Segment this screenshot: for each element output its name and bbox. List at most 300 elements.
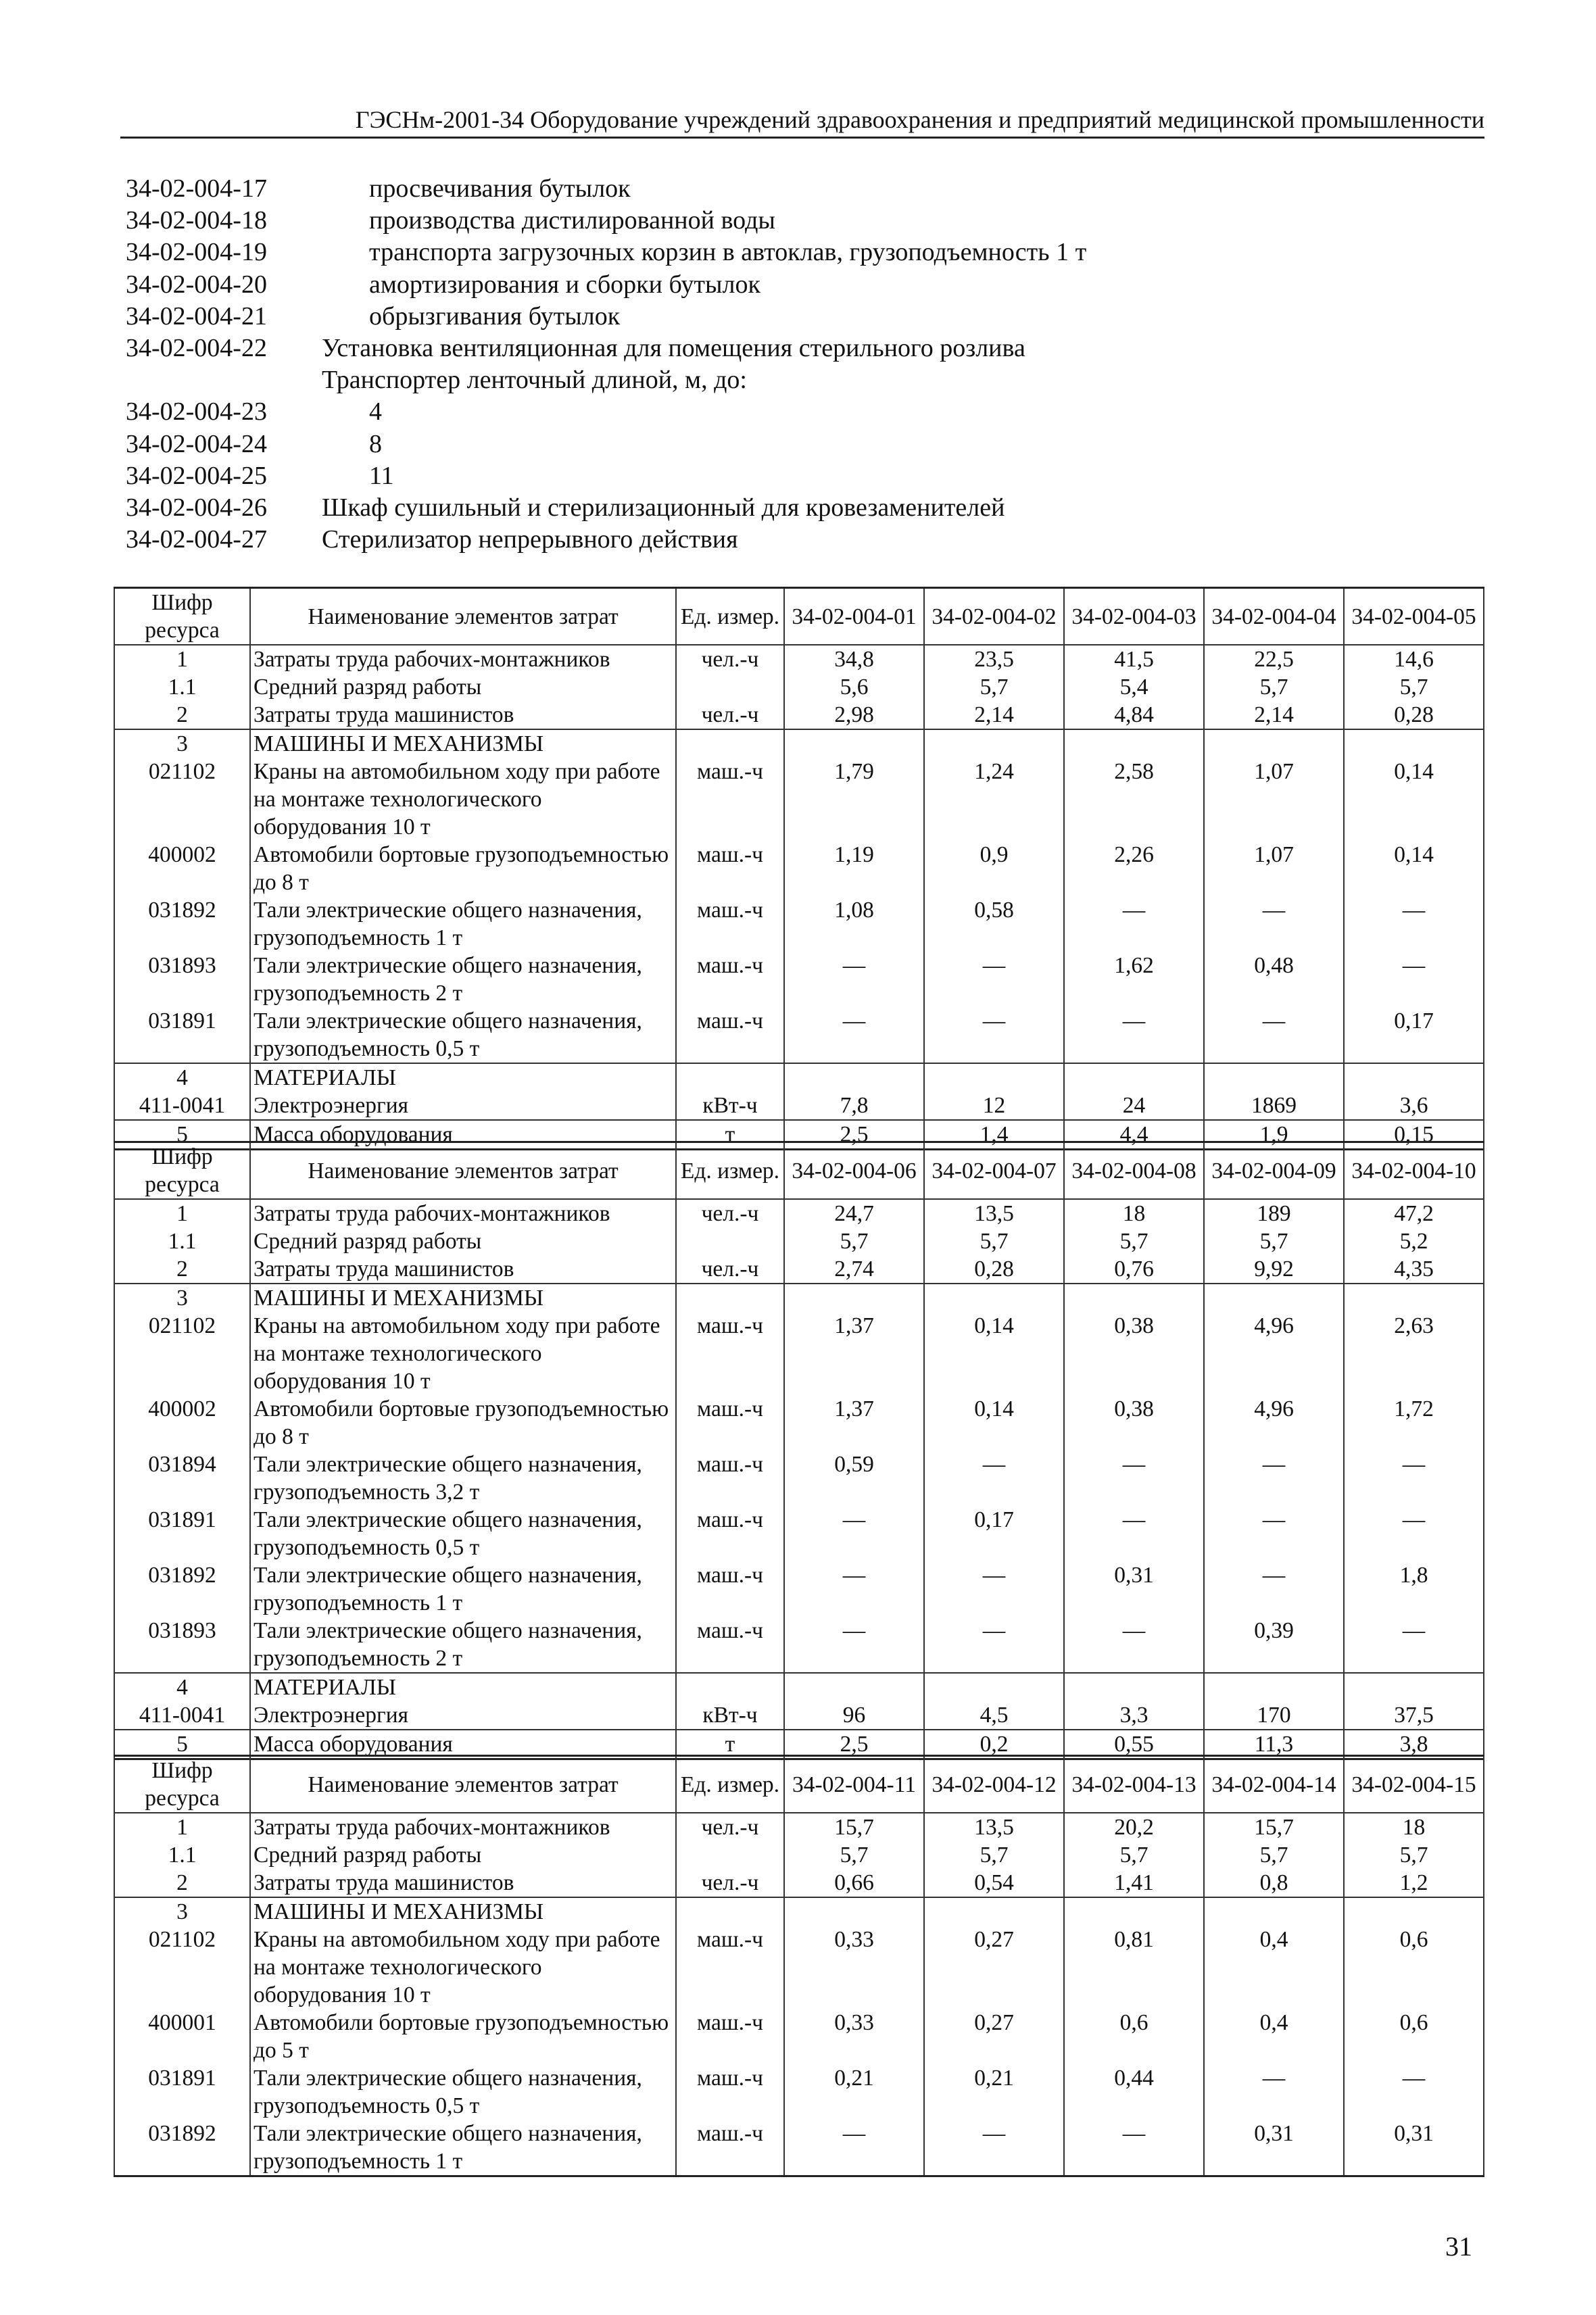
row-name: Тали электрические общего назначения, грузоподъемность 3,2 т [250,1451,676,1506]
row-value: 0,14 [1344,758,1484,841]
row-name: Масса оборудования [250,1730,676,1759]
table-row [114,645,1484,673]
table-row [114,1312,1484,1395]
row-value [1204,729,1344,758]
index-text: Установка вентиляционная для помещения стерильного розлива [322,333,1025,362]
row-value: 0,17 [924,1506,1064,1561]
row-name: Тали электрические общего назначения, грузоподъемность 0,5 т [250,2064,676,2120]
row-value: 1,9 [1204,1120,1344,1150]
table-row [114,1199,1484,1227]
row-value: 0,27 [924,2009,1064,2064]
row-unit: чел.-ч [676,1255,784,1284]
row-name: Электроэнергия [250,1701,676,1730]
table-row [114,2009,1484,2064]
row-value: — [924,1451,1064,1506]
row-value: — [1344,1451,1484,1506]
row-value: — [1344,896,1484,952]
row-value: 1,2 [1344,1869,1484,1897]
index-row [126,460,1478,492]
header-col: 34-02-004-09 [1204,1142,1344,1200]
row-value: 0,31 [1064,1561,1204,1617]
row-value: 0,14 [924,1312,1064,1395]
index-code: 34-02-004-25 [126,461,267,490]
row-code: 5 [114,1730,250,1759]
row-code: 031892 [114,2120,250,2176]
row-value: 13,5 [924,1813,1064,1841]
index-text: Транспортер ленточный длиной, м, до: [322,366,747,395]
row-code: 021102 [114,1926,250,2009]
table-row [114,1926,1484,2009]
row-value: 170 [1204,1701,1344,1730]
row-value: 0,39 [1204,1617,1344,1673]
index-row [126,524,1478,556]
row-name: Электроэнергия [250,1092,676,1120]
header-col: 34-02-004-06 [784,1142,924,1200]
row-value: — [784,1007,924,1063]
row-value [1064,1063,1204,1092]
row-unit: маш.-ч [676,2120,784,2176]
index-row [126,173,1478,205]
row-value: 5,4 [1064,673,1204,701]
row-value: 0,9 [924,841,1064,896]
row-value: 0,21 [784,2064,924,2120]
index-code: 34-02-004-24 [126,429,267,458]
row-name: Краны на автомобильном ходу при работе на монтаже технологического оборудования 10 т [250,758,676,841]
row-value [1344,1673,1484,1701]
row-value: — [1064,1007,1204,1063]
row-code: 1 [114,1813,250,1841]
row-value: 2,5 [784,1120,924,1150]
table-row [114,1869,1484,1897]
index-text: 8 [369,429,382,458]
table-row [114,1561,1484,1617]
row-value: 0,38 [1064,1312,1204,1395]
row-value: — [1204,1561,1344,1617]
row-code: 021102 [114,758,250,841]
row-code: 031891 [114,2064,250,2120]
row-value: 1,19 [784,841,924,896]
row-code: 4 [114,1063,250,1092]
row-value: 47,2 [1344,1199,1484,1227]
row-code: 031891 [114,1506,250,1561]
row-code: 021102 [114,1312,250,1395]
header-unit: Ед. измер. [676,1142,784,1200]
index-row [126,205,1478,237]
row-value: 34,8 [784,645,924,673]
row-unit: маш.-ч [676,1926,784,2009]
row-unit [676,729,784,758]
row-value: 15,7 [784,1813,924,1841]
index-code: 34-02-004-18 [126,206,267,235]
row-code: 031893 [114,1617,250,1673]
row-value: — [924,952,1064,1007]
row-value: 5,7 [1344,673,1484,701]
row-value [924,1284,1064,1312]
row-value: 2,14 [1204,701,1344,729]
row-unit: чел.-ч [676,645,784,673]
index-text: Стерилизатор непрерывного действия [322,525,738,554]
row-value: 0,14 [924,1395,1064,1451]
row-name: Затраты труда машинистов [250,701,676,729]
row-value: — [784,1617,924,1673]
row-value: 2,14 [924,701,1064,729]
row-value: 2,26 [1064,841,1204,896]
table-row [114,1284,1484,1312]
row-value [784,1673,924,1701]
row-name: Автомобили бортовые грузоподъемностью до 8 т [250,1395,676,1451]
row-unit [676,1284,784,1312]
row-unit: чел.-ч [676,1869,784,1897]
row-value: 1,41 [1064,1869,1204,1897]
row-value: 18 [1064,1199,1204,1227]
row-value: 5,7 [784,1227,924,1255]
table-row [114,1673,1484,1701]
row-value: 1,8 [1344,1561,1484,1617]
header-col: 34-02-004-13 [1064,1756,1204,1813]
row-value: — [1344,1506,1484,1561]
index-row [126,237,1478,268]
row-value: 24,7 [784,1199,924,1227]
row-code: 4 [114,1673,250,1701]
row-value: 20,2 [1064,1813,1204,1841]
row-name: Средний разряд работы [250,1227,676,1255]
row-value: 96 [784,1701,924,1730]
row-value: 5,7 [924,1227,1064,1255]
row-value: — [784,952,924,1007]
row-unit [676,1897,784,1926]
resource-table-3 [114,1755,1484,2177]
table-row [114,2064,1484,2120]
row-value: 0,38 [1064,1395,1204,1451]
row-value [784,1284,924,1312]
row-value: — [924,1561,1064,1617]
row-value: 5,7 [1064,1227,1204,1255]
row-value [924,1673,1064,1701]
index-text: производства дистилированной воды [369,206,775,235]
row-code: 2 [114,1255,250,1284]
row-value: 2,74 [784,1255,924,1284]
header-col: 34-02-004-02 [924,588,1064,645]
row-unit: чел.-ч [676,701,784,729]
row-value [1344,1284,1484,1312]
row-name: Тали электрические общего назначения, грузоподъемность 0,5 т [250,1506,676,1561]
row-value: — [924,1007,1064,1063]
row-name: МАТЕРИАЛЫ [250,1063,676,1092]
row-name: Затраты труда рабочих-монтажников [250,645,676,673]
table-row [114,673,1484,701]
row-value: — [924,2120,1064,2176]
row-value: — [1204,2064,1344,2120]
row-value [1064,1897,1204,1926]
row-unit: маш.-ч [676,896,784,952]
row-value: — [1204,1506,1344,1561]
row-name: Тали электрические общего назначения, грузоподъемность 1 т [250,896,676,952]
row-code: 031891 [114,1007,250,1063]
row-code: 1.1 [114,1227,250,1255]
row-code: 031893 [114,952,250,1007]
row-name: МАШИНЫ И МЕХАНИЗМЫ [250,1897,676,1926]
row-value: 3,3 [1064,1701,1204,1730]
index-code: 34-02-004-21 [126,301,267,331]
row-value: 13,5 [924,1199,1064,1227]
resource-table-2 [114,1141,1484,1760]
row-value: 5,7 [1204,673,1344,701]
row-value: 5,7 [1204,1227,1344,1255]
index-code: 34-02-004-23 [126,397,267,427]
row-code: 400002 [114,841,250,896]
row-unit: маш.-ч [676,1561,784,1617]
row-value: 11,3 [1204,1730,1344,1759]
row-value: — [1064,1451,1204,1506]
row-value: 0,28 [1344,701,1484,729]
row-value: 0,44 [1064,2064,1204,2120]
row-value: 5,7 [1344,1841,1484,1869]
row-code: 5 [114,1120,250,1150]
index-text: просвечивания бутылок [369,174,631,203]
row-code: 031892 [114,896,250,952]
row-value: 5,2 [1344,1227,1484,1255]
row-value: 0,76 [1064,1255,1204,1284]
row-unit: маш.-ч [676,1007,784,1063]
row-value [1064,1284,1204,1312]
row-value: 2,5 [784,1730,924,1759]
row-unit: чел.-ч [676,1813,784,1841]
row-value [924,729,1064,758]
row-name: Тали электрические общего назначения, грузоподъемность 1 т [250,1561,676,1617]
row-code: 1 [114,1199,250,1227]
row-value: 9,92 [1204,1255,1344,1284]
row-value: — [1064,896,1204,952]
row-value [784,1063,924,1092]
row-unit [676,1063,784,1092]
row-code: 3 [114,1284,250,1312]
row-value: — [1344,2064,1484,2120]
row-value: 3,6 [1344,1092,1484,1120]
table-row [114,1227,1484,1255]
row-value [784,729,924,758]
header-col: 34-02-004-11 [784,1756,924,1813]
index-list [126,173,1478,556]
row-name: МАШИНЫ И МЕХАНИЗМЫ [250,1284,676,1312]
row-value [1204,1284,1344,1312]
row-value: 12 [924,1092,1064,1120]
row-value: 1,24 [924,758,1064,841]
row-name: Автомобили бортовые грузоподъемностью до 8 т [250,841,676,896]
row-value: 0,6 [1344,1926,1484,2009]
row-unit [676,1227,784,1255]
row-value: 2,58 [1064,758,1204,841]
row-value: — [1064,1617,1204,1673]
row-code: 3 [114,729,250,758]
row-name: МАТЕРИАЛЫ [250,1673,676,1701]
header-col: 34-02-004-07 [924,1142,1064,1200]
row-unit: чел.-ч [676,1199,784,1227]
row-value: 14,6 [1344,645,1484,673]
row-value [1344,729,1484,758]
row-name: Средний разряд работы [250,673,676,701]
row-unit [676,1673,784,1701]
table-row [114,1617,1484,1673]
row-value: 1,08 [784,896,924,952]
row-value: 1,37 [784,1312,924,1395]
table-row [114,758,1484,841]
row-code: 031894 [114,1451,250,1506]
table-row [114,1063,1484,1092]
table-row [114,1506,1484,1561]
row-value [1204,1897,1344,1926]
row-unit: кВт-ч [676,1092,784,1120]
row-unit: т [676,1120,784,1150]
header-col: 34-02-004-05 [1344,588,1484,645]
index-code: 34-02-004-17 [126,174,267,203]
index-code: 34-02-004-19 [126,238,267,267]
row-value: 0,6 [1344,2009,1484,2064]
table-header-row [114,1756,1484,1813]
row-value: 4,84 [1064,701,1204,729]
row-value: — [784,2120,924,2176]
row-value: 0,58 [924,896,1064,952]
row-code: 400001 [114,2009,250,2064]
row-value: 24 [1064,1092,1204,1120]
row-value: — [1344,952,1484,1007]
header-col: 34-02-004-03 [1064,588,1204,645]
row-name: Тали электрические общего назначения, грузоподъемность 2 т [250,952,676,1007]
row-value: 4,4 [1064,1120,1204,1150]
row-value: 0,31 [1204,2120,1344,2176]
header-name: Наименование элементов затрат [250,1756,676,1813]
table-row [114,729,1484,758]
row-value: 4,5 [924,1701,1064,1730]
row-value: 4,96 [1204,1312,1344,1395]
row-value: 0,4 [1204,1926,1344,2009]
row-value [924,1063,1064,1092]
index-text: 11 [369,461,394,490]
resource-table-1 [114,587,1484,1150]
row-name: Затраты труда машинистов [250,1255,676,1284]
header-code: Шифр ресурса [114,1756,250,1813]
row-name: Автомобили бортовые грузоподъемностью до 5 т [250,2009,676,2064]
row-value: 2,63 [1344,1312,1484,1395]
table-header-row [114,1142,1484,1200]
header-code: Шифр ресурса [114,588,250,645]
row-value: — [784,1561,924,1617]
row-name: Тали электрические общего назначения, грузоподъемность 1 т [250,2120,676,2176]
row-value [1204,1673,1344,1701]
row-value: 15,7 [1204,1813,1344,1841]
row-name: Затраты труда рабочих-монтажников [250,1199,676,1227]
table-row [114,841,1484,896]
row-value: 0,6 [1064,2009,1204,2064]
index-row [126,301,1478,333]
row-code: 400002 [114,1395,250,1451]
table-row [114,1092,1484,1120]
row-name: Тали электрические общего назначения, грузоподъемность 2 т [250,1617,676,1673]
index-code: 34-02-004-20 [126,270,267,299]
row-value: — [1064,1506,1204,1561]
row-value: 5,7 [784,1841,924,1869]
table-row [114,1841,1484,1869]
index-text: амортизирования и сборки бутылок [369,270,760,299]
row-code: 411-0041 [114,1701,250,1730]
row-value [1064,729,1204,758]
header-name: Наименование элементов затрат [250,1142,676,1200]
row-value: — [784,1506,924,1561]
table-row [114,1395,1484,1451]
row-code: 411-0041 [114,1092,250,1120]
table-row [114,896,1484,952]
page-number: 31 [1445,2231,1472,2262]
row-code: 2 [114,701,250,729]
header-unit: Ед. измер. [676,1756,784,1813]
row-value: 0,8 [1204,1869,1344,1897]
row-value: 1,4 [924,1120,1064,1150]
row-value: 0,28 [924,1255,1064,1284]
table-row [114,1813,1484,1841]
row-name: Тали электрические общего назначения, грузоподъемность 0,5 т [250,1007,676,1063]
row-value: 1,07 [1204,758,1344,841]
row-value [784,1897,924,1926]
index-code: 34-02-004-27 [126,525,267,554]
index-text: транспорта загрузочных корзин в автоклав, грузоподъемность 1 т [369,238,1087,267]
row-value: — [924,1617,1064,1673]
header-col: 34-02-004-04 [1204,588,1344,645]
row-value: 0,33 [784,2009,924,2064]
row-value: 5,7 [924,1841,1064,1869]
row-code: 1 [114,645,250,673]
row-unit: маш.-ч [676,952,784,1007]
row-unit: маш.-ч [676,1617,784,1673]
row-value: 0,59 [784,1451,924,1506]
row-value: 1869 [1204,1092,1344,1120]
table-row [114,952,1484,1007]
index-code [126,364,322,396]
table-row [114,1701,1484,1730]
row-value: 37,5 [1344,1701,1484,1730]
index-row [126,269,1478,301]
row-value: 2,98 [784,701,924,729]
header-col: 34-02-004-15 [1344,1756,1484,1813]
index-text: 4 [369,397,382,427]
table-row [114,1007,1484,1063]
row-value: 0,33 [784,1926,924,2009]
header-col: 34-02-004-12 [924,1756,1064,1813]
row-unit [676,1841,784,1869]
page-header [120,105,1484,139]
table-row [114,1451,1484,1506]
index-row [126,396,1478,428]
index-code: 34-02-004-26 [126,493,267,522]
index-code: 34-02-004-22 [126,333,267,362]
row-value [924,1897,1064,1926]
row-name: МАШИНЫ И МЕХАНИЗМЫ [250,729,676,758]
row-value: — [1344,1617,1484,1673]
row-value: 1,37 [784,1395,924,1451]
header-col: 34-02-004-10 [1344,1142,1484,1200]
row-value: 4,35 [1344,1255,1484,1284]
row-code: 2 [114,1869,250,1897]
row-value: 0,66 [784,1869,924,1897]
header-col: 34-02-004-08 [1064,1142,1204,1200]
row-value: 41,5 [1064,645,1204,673]
table-row [114,701,1484,729]
row-value: 0,54 [924,1869,1064,1897]
row-value: 0,15 [1344,1120,1484,1150]
row-value [1064,1673,1204,1701]
row-unit: маш.-ч [676,2009,784,2064]
row-value: — [1204,896,1344,952]
row-name: Затраты труда рабочих-монтажников [250,1813,676,1841]
row-code: 1.1 [114,1841,250,1869]
